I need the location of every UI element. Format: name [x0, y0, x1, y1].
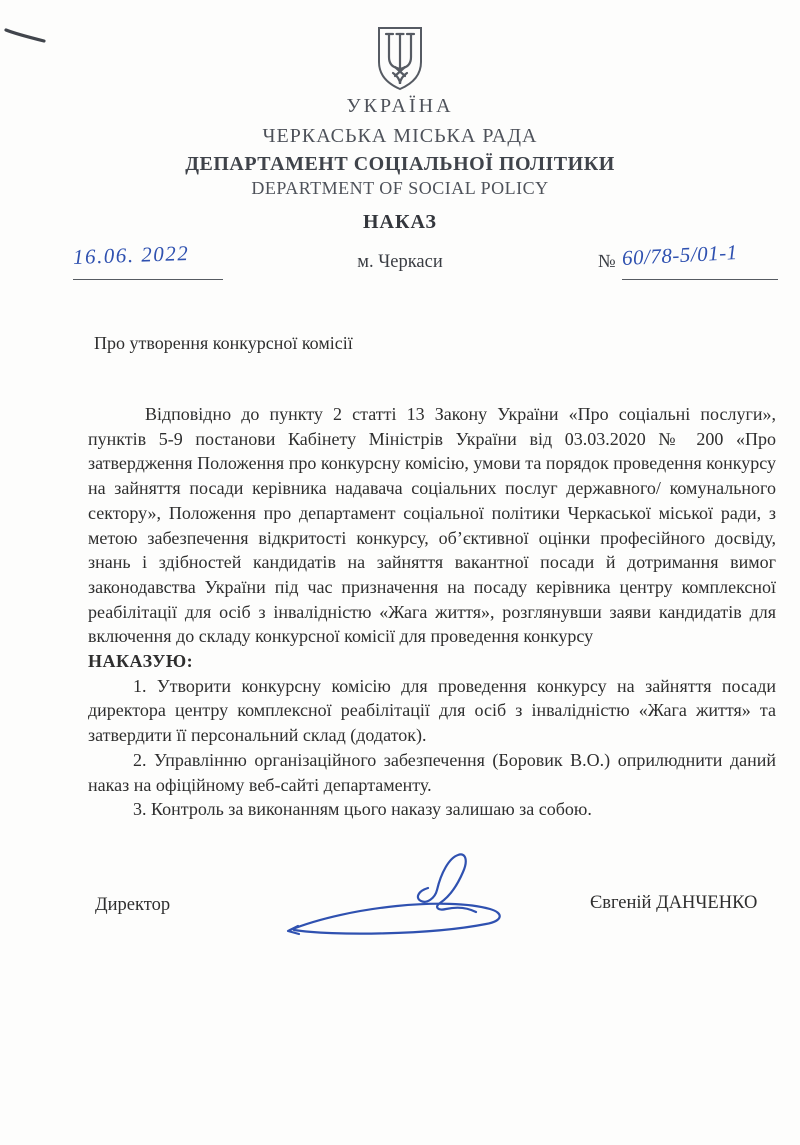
- document-type-title: НАКАЗ: [362, 211, 437, 233]
- order-number-area: [598, 241, 788, 285]
- ukraine-trident-emblem: [371, 26, 429, 92]
- number-sign: №: [598, 252, 616, 272]
- order-item-2: 2. Управлінню організаційного забезпечення (Боровик В.О.) оприлюднити даний наказ на офіційному веб-сайті департаменту.: [88, 749, 776, 795]
- department-name-uk: ДЕПАРТАМЕНТ СОЦІАЛЬНОЇ ПОЛІТИКИ: [185, 153, 615, 175]
- order-body: [88, 402, 776, 822]
- handwritten-signature: [280, 842, 516, 938]
- signer-name: Євгеній ДАНЧЕНКО: [590, 893, 758, 913]
- subject-line: Про утворення конкурсної комісії: [94, 333, 353, 353]
- department-name-en: DEPARTMENT OF SOCIAL POLICY: [251, 178, 549, 198]
- decree-word: НАКАЗУЮ:: [88, 651, 194, 672]
- country-name: УКРАЇНА: [346, 95, 454, 117]
- handwritten-date: 16.06. 2022: [72, 240, 190, 270]
- document-header: [0, 0, 800, 199]
- preamble-paragraph: Відповідно до пункту 2 статті 13 Закону України «Про соціальні послуги», пунктів 5-9 постанови Кабінету Міністрів України від 03.03.2020 № 200 «Про затвердження Положення про конкурсну комісію, умови та порядок проведення конкурсу на зайняття посади керівника надавача соціальних послуг державного/ комунального сектору», Положення про департамент соціальної політики Черкаської міської ради, з метою забезпечення відкритості конкурсу, об’єктивної оцінки професійного досвіду, знань і здібностей кандидатів на зайняття вакантної посади й дотримання вимог законодавства України під час призначення на посаду керівника центру комплексної реабілітації для осіб з інвалідністю «Жага життя», розглянувши заяви кандидатів для включення до складу конкурсної комісії для проведення конкурсу: [88, 404, 776, 647]
- date-underline: [73, 279, 223, 280]
- number-underline: [622, 279, 778, 280]
- city-council-name: ЧЕРКАСЬКА МІСЬКА РАДА: [262, 125, 538, 147]
- city-label: м. Черкаси: [357, 252, 443, 272]
- order-item-1: 1. Утворити конкурсну комісію для проведення конкурсу на зайняття посади директора центру комплексної реабілітації для осіб з інвалідністю «Жага життя» та затвердити її персональний склад (додаток).: [88, 675, 776, 746]
- order-item-3: 3. Контроль за виконанням цього наказу залишаю за собою.: [133, 799, 592, 820]
- handwritten-order-number: 60/78-5/01-1: [621, 239, 739, 271]
- signer-position: Директор: [95, 895, 171, 915]
